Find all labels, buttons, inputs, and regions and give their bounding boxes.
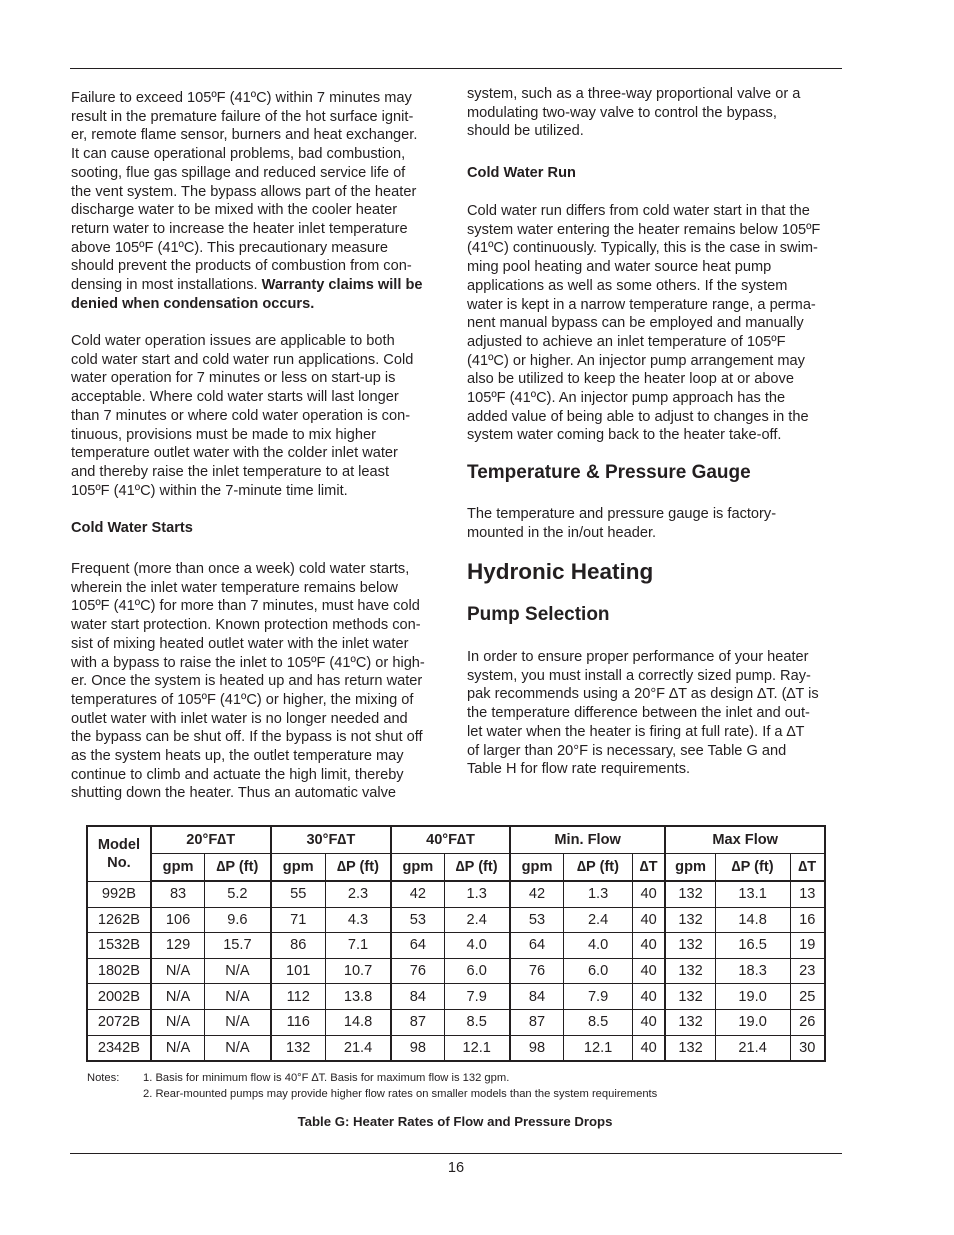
text-line: 105ºF (41ºC) for more than 7 minutes, must have cold (71, 598, 420, 615)
table-row (87, 907, 825, 933)
value-cell: 129 (151, 933, 205, 959)
value-cell: 53 (391, 907, 444, 933)
header-group-min-flow: Min. Flow (510, 826, 666, 854)
value-cell: 40 (632, 958, 665, 984)
table-row (87, 881, 825, 907)
text-line: system water entering the heater remains below 105ºF (467, 221, 821, 238)
text-line: tinuous, provisions must be made to mix higher (71, 426, 376, 443)
heading-cold-water-run: Cold Water Run (467, 165, 576, 181)
value-cell: 132 (665, 1009, 715, 1035)
value-cell: 19.0 (715, 984, 790, 1010)
value-cell: 13 (790, 881, 825, 907)
text-line: nent manual bypass can be employed and manually (467, 315, 804, 332)
table-body (87, 881, 825, 1061)
value-cell: 26 (790, 1009, 825, 1035)
subheader-cell: ∆P (ft) (564, 854, 633, 882)
value-cell: 15.7 (205, 933, 271, 959)
text-line: let water when the heater is firing at full rate). If a ∆T (467, 723, 805, 740)
paragraph-cold-water-failure: Failure to exceed 105ºF (41ºC) within 7 minutes may result in the premature failure of the hot surface ignit- er, remote flame sensor, burners and heat exchanger. It can cause operational problems, bad combustion, sooting, flue gas spillage and reduced service life of the vent system. The bypass allows part of the heater discharge water to be mixed with the cooler heater return water to increase the heater inlet temperature above 105ºF (41ºC). This precautionary measure should prevent the products of combustion from con- densing in most installations. Warranty claims will be denied when condensation occurs. (71, 90, 423, 312)
value-cell: 132 (665, 958, 715, 984)
model-cell: 2002B (87, 984, 151, 1010)
value-cell: 7.9 (564, 984, 633, 1010)
heading-pump-selection: Pump Selection (467, 604, 610, 625)
heading-temperature-pressure-gauge: Temperature & Pressure Gauge (467, 462, 751, 483)
value-cell: N/A (205, 958, 271, 984)
text-line: of larger than 20°F is necessary, see Table G and (467, 742, 787, 759)
text-line: sooting, flue gas spillage and reduced service life of (71, 164, 406, 181)
text-line: cold water start and cold water run applications. Cold (71, 351, 414, 368)
value-cell: 116 (271, 1009, 326, 1035)
value-cell: 13.1 (715, 881, 790, 907)
note-item: 1. Basis for minimum flow is 40°F ∆T. Basis for maximum flow is 132 gpm. (143, 1072, 510, 1084)
value-cell: 53 (510, 907, 564, 933)
table-row (87, 1035, 825, 1061)
value-cell: 8.5 (564, 1009, 633, 1035)
value-cell: N/A (205, 1009, 271, 1035)
value-cell: 132 (665, 907, 715, 933)
value-cell: N/A (151, 1035, 205, 1061)
value-cell: 23 (790, 958, 825, 984)
value-cell: 10.7 (325, 958, 391, 984)
text-line: er. Once the system is heated up and has return water (71, 673, 423, 690)
value-cell: 12.1 (444, 1035, 510, 1061)
text-line: Cold water run differs from cold water start in that the (467, 203, 810, 219)
text-line: applications as well as some others. If the system (467, 277, 788, 294)
heading-cold-water-starts: Cold Water Starts (71, 520, 193, 536)
text-line: as the system heats up, the outlet temperature may (71, 748, 404, 765)
value-cell: 4.3 (325, 907, 391, 933)
value-cell: 86 (271, 933, 326, 959)
table-caption: Table G: Heater Rates of Flow and Pressure Drops (297, 1114, 613, 1129)
value-cell: 21.4 (325, 1035, 391, 1061)
text-line: wherein the inlet water temperature remains below (71, 579, 398, 596)
value-cell: 98 (391, 1035, 444, 1061)
text-line: The temperature and pressure gauge is factory- (467, 506, 777, 522)
value-cell: 76 (391, 958, 444, 984)
value-cell: 132 (271, 1035, 326, 1061)
text-line: temperature outlet water with the colder inlet water (71, 445, 398, 462)
text-line: shutting down the heater. Thus an automatic valve (71, 785, 397, 802)
text-line: the bypass can be shut off. If the bypass is not shut off (71, 729, 423, 746)
subheader-cell: ∆T (790, 854, 825, 882)
table-row (87, 984, 825, 1010)
text-line: Table H for flow rate requirements. (467, 761, 691, 778)
text-line: should be utilized. (467, 123, 584, 140)
subheader-cell: ∆P (ft) (444, 854, 510, 882)
text-line: In order to ensure proper performance of your heater (467, 649, 809, 665)
value-cell: 132 (665, 1035, 715, 1061)
value-cell: 5.2 (205, 881, 271, 907)
value-cell: 14.8 (715, 907, 790, 933)
value-cell: 4.0 (564, 933, 633, 959)
value-cell: 21.4 (715, 1035, 790, 1061)
subheader-cell: gpm (271, 854, 326, 882)
value-cell: 64 (510, 933, 564, 959)
table-header-row (87, 826, 825, 854)
paragraph-cold-water-operation (71, 332, 445, 500)
text-line: It can cause operational problems, bad combustion, (71, 146, 406, 163)
header-model: Model No. (87, 826, 151, 881)
flow-rate-table (86, 825, 826, 1062)
subheader-cell: gpm (151, 854, 205, 882)
text-line: above 105ºF (41ºC). This precautionary measure (71, 239, 389, 256)
text-line: Cold water operation issues are applicable to both (71, 333, 395, 349)
value-cell: N/A (205, 1035, 271, 1061)
value-cell: 106 (151, 907, 205, 933)
text-line: the vent system. The bypass allows part of the heater (71, 183, 417, 200)
value-cell: 7.1 (325, 933, 391, 959)
value-cell: 132 (665, 984, 715, 1010)
value-cell: 84 (391, 984, 444, 1010)
text-line: Failure to exceed 105ºF (41ºC) within 7 minutes may (71, 90, 412, 106)
value-cell: 101 (271, 958, 326, 984)
subheader-cell: ∆P (ft) (325, 854, 391, 882)
paragraph-gauge (467, 505, 841, 542)
value-cell: 18.3 (715, 958, 790, 984)
bottom-rule (70, 1153, 842, 1154)
value-cell: 30 (790, 1035, 825, 1061)
value-cell: 64 (391, 933, 444, 959)
value-cell: 83 (151, 881, 205, 907)
value-cell: 40 (632, 984, 665, 1010)
table-row (87, 933, 825, 959)
text-line: sist of mixing heated outlet water with the inlet water (71, 635, 409, 652)
text-line: temperatures of 105ºF (41ºC) or higher, the mixing of (71, 691, 414, 708)
text-line: adjusted to achieve an inlet temperature of 105ºF (467, 333, 786, 350)
value-cell: 42 (510, 881, 564, 907)
header-group-max-flow: Max Flow (665, 826, 825, 854)
value-cell: 1.3 (444, 881, 510, 907)
model-cell: 992B (87, 881, 151, 907)
value-cell: N/A (151, 1009, 205, 1035)
value-cell: 4.0 (444, 933, 510, 959)
model-cell: 2072B (87, 1009, 151, 1035)
text-line: outlet water with inlet water is no longer needed and (71, 710, 408, 727)
value-cell: 2.4 (444, 907, 510, 933)
text-line: with a bypass to raise the inlet to 105ºF (41ºC) or high- (71, 654, 425, 671)
paragraph-cold-water-run (467, 202, 841, 445)
subheader-cell: ∆P (ft) (715, 854, 790, 882)
value-cell: 14.8 (325, 1009, 391, 1035)
text-line: than 7 minutes or where cold water operation is con- (71, 407, 411, 424)
text-line: (41ºC) continuously. Typically, this is the case in swim- (467, 240, 818, 257)
value-cell: 12.1 (564, 1035, 633, 1061)
model-cell: 1532B (87, 933, 151, 959)
value-cell: 9.6 (205, 907, 271, 933)
text-line: water start protection. Known protection methods con- (71, 617, 421, 634)
value-cell: 8.5 (444, 1009, 510, 1035)
value-cell: 6.0 (444, 958, 510, 984)
text-line: discharge water to be mixed with the cooler heater (71, 202, 398, 219)
text-line: result in the premature failure of the hot surface ignit- (71, 108, 414, 125)
value-cell: 76 (510, 958, 564, 984)
text-line: 105ºF (41ºC). An injector pump approach has the (467, 390, 786, 407)
text-line: continue to climb and actuate the high limit, thereby (71, 766, 404, 783)
value-cell: 25 (790, 984, 825, 1010)
subheader-cell: gpm (391, 854, 444, 882)
text-line: system, you must install a correctly sized pump. Ray- (467, 667, 811, 684)
paragraph-bypass-valve (467, 85, 841, 141)
subheader-cell: ∆P (ft) (205, 854, 271, 882)
value-cell: 40 (632, 933, 665, 959)
note-item: 2. Rear-mounted pumps may provide higher flow rates on smaller models than the system requirements (143, 1087, 658, 1100)
text-line: water operation for 7 minutes or less on start-up is (71, 370, 396, 387)
header-group-40f: 40°F∆T (391, 826, 510, 854)
paragraph-pump-selection (467, 648, 841, 779)
text-line: er, remote flame sensor, burners and heat exchanger. (71, 127, 418, 144)
subheader-cell: gpm (665, 854, 715, 882)
value-cell: 19 (790, 933, 825, 959)
text-line: the temperature difference between the inlet and out- (467, 705, 810, 722)
model-cell: 2342B (87, 1035, 151, 1061)
value-cell: N/A (205, 984, 271, 1010)
value-cell: 16.5 (715, 933, 790, 959)
model-cell: 1802B (87, 958, 151, 984)
top-rule (70, 68, 842, 69)
value-cell: 1.3 (564, 881, 633, 907)
value-cell: 19.0 (715, 1009, 790, 1035)
model-cell: 1262B (87, 907, 151, 933)
text-line: (41ºC) or higher. An injector pump arrangement may (467, 352, 805, 369)
text-line: mounted in the in/out header. (467, 524, 657, 541)
value-cell: 6.0 (564, 958, 633, 984)
warranty-warning: Warranty claims will be denied when condensation occurs. (71, 277, 423, 312)
value-cell: 98 (510, 1035, 564, 1061)
text-line: acceptable. Where cold water starts will last longer (71, 389, 399, 406)
heading-hydronic-heating: Hydronic Heating (467, 559, 654, 584)
text-line: 105ºF (41ºC) within the 7-minute time limit. (71, 482, 348, 499)
value-cell: 40 (632, 1035, 665, 1061)
value-cell: 40 (632, 1009, 665, 1035)
value-cell: 87 (391, 1009, 444, 1035)
text-line: also be utilized to keep the heater loop at or above (467, 371, 794, 388)
value-cell: 2.4 (564, 907, 633, 933)
page-number: 16 (447, 1160, 465, 1176)
value-cell: 42 (391, 881, 444, 907)
header-group-30f: 30°F∆T (271, 826, 392, 854)
value-cell: N/A (151, 958, 205, 984)
text-line: water is kept in a narrow temperature range, a perma- (467, 296, 816, 313)
header-group-20f: 20°F∆T (151, 826, 271, 854)
value-cell: 84 (510, 984, 564, 1010)
value-cell: 87 (510, 1009, 564, 1035)
subheader-cell: gpm (510, 854, 564, 882)
value-cell: 2.3 (325, 881, 391, 907)
value-cell: 7.9 (444, 984, 510, 1010)
value-cell: 55 (271, 881, 326, 907)
text-line: return water to increase the heater inlet temperature (71, 220, 408, 237)
text-line: system water coming back to the heater take-off. (467, 427, 782, 444)
value-cell: 40 (632, 881, 665, 907)
text-line: and thereby raise the inlet temperature to at least (71, 463, 390, 480)
subheader-cell: ∆T (632, 854, 665, 882)
value-cell: 16 (790, 907, 825, 933)
text-line: Frequent (more than once a week) cold water starts, (71, 561, 410, 577)
value-cell: 13.8 (325, 984, 391, 1010)
table-row (87, 958, 825, 984)
value-cell: 40 (632, 907, 665, 933)
value-cell: N/A (151, 984, 205, 1010)
table-row (87, 1009, 825, 1035)
value-cell: 132 (665, 881, 715, 907)
table-subheader-row (87, 854, 825, 882)
notes-label: Notes: (87, 1072, 120, 1084)
text-line: pak recommends using a 20°F ∆T as design ∆T. (∆T is (467, 686, 819, 703)
value-cell: 71 (271, 907, 326, 933)
text-line: added value of being able to adjust to changes in the (467, 408, 809, 425)
value-cell: 112 (271, 984, 326, 1010)
text-line: modulating two-way valve to control the bypass, (467, 104, 777, 121)
text-line: ming pool heating and water source heat pump (467, 259, 772, 276)
text-line: system, such as a three-way proportional valve or a (467, 86, 801, 102)
text-line: should prevent the products of combustion from con- (71, 258, 412, 275)
value-cell: 132 (665, 933, 715, 959)
paragraph-cold-water-starts (71, 560, 445, 803)
